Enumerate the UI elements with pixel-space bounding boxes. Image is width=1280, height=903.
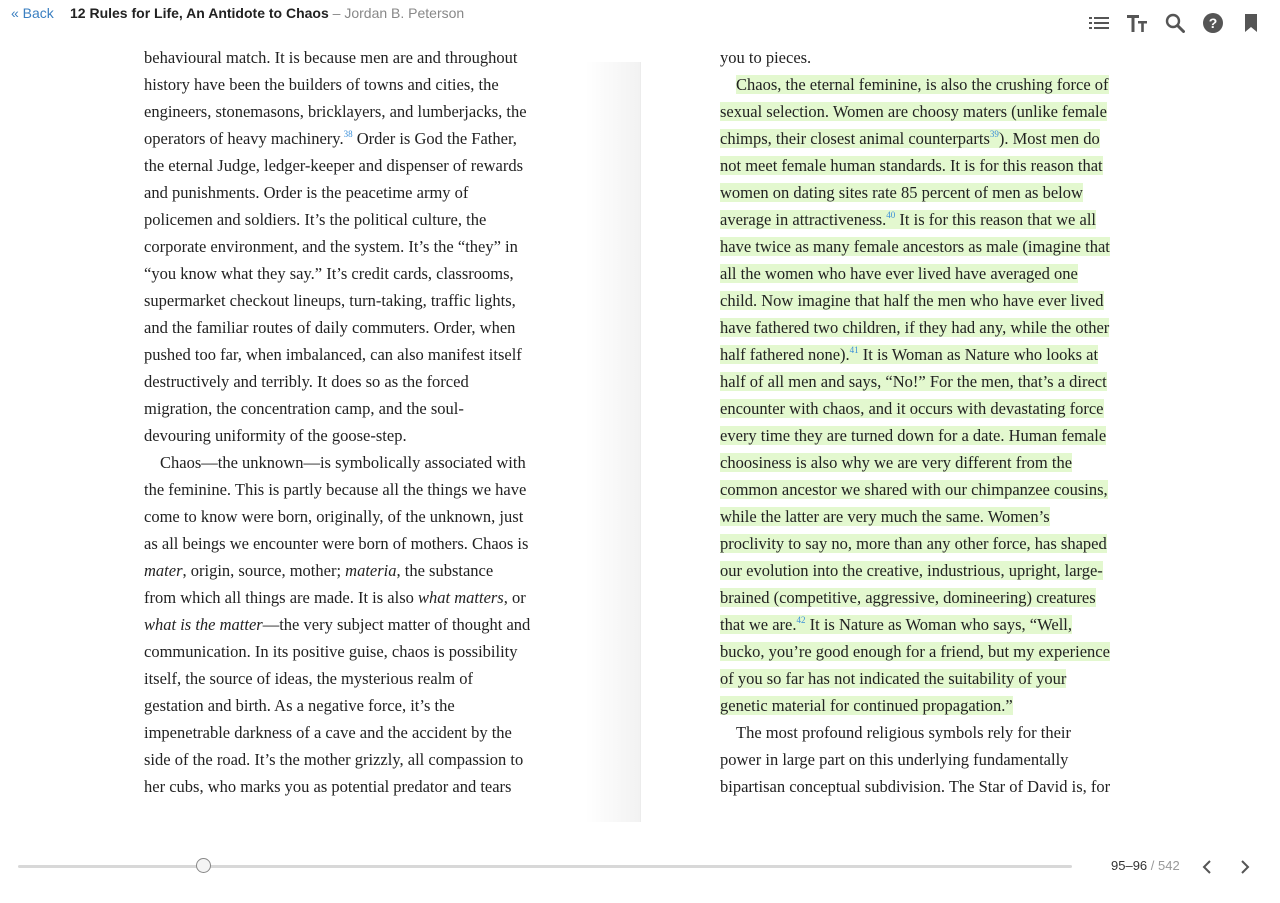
text-line bbox=[144, 44, 564, 71]
text-segment: and punishments. Order is the peacetime army of bbox=[144, 183, 469, 202]
highlighted-text bbox=[720, 669, 1066, 688]
text-segment: It is Nature as Woman who says, “Well, bbox=[805, 615, 1072, 634]
page-total: / 542 bbox=[1147, 858, 1180, 873]
footnote-ref[interactable]: 42 bbox=[796, 614, 806, 625]
footnote-ref[interactable]: 41 bbox=[849, 344, 859, 355]
text-segment: chimps, their closest animal counterparts bbox=[720, 129, 990, 148]
italic-text: mater bbox=[144, 561, 183, 580]
font-size-icon bbox=[1126, 13, 1148, 33]
text-segment: policemen and soldiers. It’s the political culture, the bbox=[144, 210, 487, 229]
text-line bbox=[720, 260, 1140, 287]
text-segment: encounter with chaos, and it occurs with devastating force bbox=[720, 399, 1104, 418]
line-text bbox=[144, 399, 464, 418]
line-text bbox=[144, 480, 526, 499]
line-text bbox=[144, 291, 516, 310]
text-segment: It is for this reason that we all bbox=[895, 210, 1096, 229]
text-segment: come to know were born, originally, of the unknown, just bbox=[144, 507, 524, 526]
text-line bbox=[144, 611, 564, 638]
line-text bbox=[144, 723, 512, 742]
text-line bbox=[144, 692, 564, 719]
progress-slider-thumb[interactable] bbox=[196, 858, 211, 873]
text-segment: the eternal Judge, ledger-keeper and dispenser of rewards bbox=[144, 156, 524, 175]
line-text bbox=[144, 102, 527, 121]
line-text bbox=[144, 156, 523, 175]
text-segment: devouring uniformity of the goose-step. bbox=[144, 426, 407, 445]
search-button[interactable] bbox=[1162, 10, 1188, 36]
text-segment: child. Now imagine that half the men who have ever lived bbox=[720, 291, 1104, 310]
highlighted-text bbox=[720, 426, 1106, 445]
progress-slider-track[interactable] bbox=[18, 865, 1072, 868]
text-line bbox=[144, 638, 564, 665]
text-segment: communication. In its positive guise, chaos is possibility bbox=[144, 642, 518, 661]
highlighted-text bbox=[720, 399, 1104, 418]
text-segment: half of all men and says, “No!” For the men, that’s a direct bbox=[720, 372, 1107, 391]
text-segment: sexual selection. Women are choosy maters (unlike female bbox=[720, 102, 1107, 121]
text-line bbox=[720, 368, 1140, 395]
bookmark-button[interactable] bbox=[1238, 10, 1264, 36]
line-text bbox=[160, 453, 526, 472]
text-line bbox=[144, 125, 564, 152]
text-line bbox=[144, 746, 564, 773]
highlighted-text bbox=[720, 264, 1078, 283]
footnote-ref[interactable]: 40 bbox=[886, 209, 896, 220]
footnote-ref[interactable]: 39 bbox=[989, 128, 999, 139]
next-page-button[interactable] bbox=[1234, 856, 1256, 878]
text-line bbox=[720, 44, 1140, 71]
text-segment: , origin, source, mother; bbox=[182, 561, 346, 580]
line-text bbox=[144, 534, 528, 553]
text-segment: all the women who have ever lived have averaged one bbox=[720, 264, 1078, 283]
text-line bbox=[720, 773, 1140, 800]
highlighted-text bbox=[736, 75, 1109, 94]
text-segment: you to pieces. bbox=[720, 48, 812, 67]
text-line bbox=[144, 314, 564, 341]
highlighted-text bbox=[720, 588, 1096, 607]
italic-text: what matters bbox=[418, 588, 504, 607]
text-line bbox=[720, 476, 1140, 503]
text-line bbox=[720, 638, 1140, 665]
highlighted-text bbox=[720, 237, 1110, 256]
text-line bbox=[144, 395, 564, 422]
line-text bbox=[720, 777, 1110, 796]
text-line bbox=[144, 152, 564, 179]
text-segment: , the substance bbox=[396, 561, 494, 580]
text-segment: Chaos—the unknown—is symbolically associated with bbox=[160, 453, 526, 472]
line-text bbox=[144, 615, 530, 634]
line-text bbox=[144, 750, 523, 769]
text-segment: ). Most men do bbox=[998, 129, 1100, 148]
bookmark-icon bbox=[1243, 13, 1259, 33]
line-text bbox=[144, 210, 486, 229]
highlighted-text bbox=[720, 291, 1104, 310]
highlighted-text bbox=[720, 318, 1109, 337]
text-segment: Chaos, the eternal feminine, is also the crushing force of bbox=[736, 75, 1109, 94]
text-line bbox=[144, 71, 564, 98]
text-segment: the feminine. This is partly because all the things we have bbox=[144, 480, 527, 499]
text-segment: operators of heavy machinery. bbox=[144, 129, 344, 148]
highlighted-text bbox=[720, 696, 1013, 715]
text-segment: common ancestor we shared with our chimpanzee cousins, bbox=[720, 480, 1108, 499]
line-text bbox=[144, 426, 407, 445]
text-segment: —the very subject matter of thought and bbox=[262, 615, 531, 634]
font-size-button[interactable] bbox=[1124, 10, 1150, 36]
highlighted-text bbox=[720, 129, 1100, 148]
highlighted-text bbox=[720, 183, 1083, 202]
text-segment: while the latter are very much the same. Women’s bbox=[720, 507, 1050, 526]
text-segment: brained (competitive, aggressive, domineering) creatures bbox=[720, 588, 1096, 607]
text-line bbox=[144, 422, 564, 449]
text-segment: women on dating sites rate 85 percent of men as below bbox=[720, 183, 1083, 202]
chevron-right-icon bbox=[1239, 859, 1251, 875]
line-text bbox=[144, 318, 515, 337]
book-author: – Jordan B. Peterson bbox=[328, 5, 465, 21]
text-segment: average in attractiveness. bbox=[720, 210, 887, 229]
highlighted-text bbox=[720, 210, 1096, 229]
text-segment: bipartisan conceptual subdivision. The Star of David is, for bbox=[720, 777, 1111, 796]
text-line bbox=[144, 719, 564, 746]
text-segment: have twice as many female ancestors as male (imagine that bbox=[720, 237, 1110, 256]
text-line bbox=[144, 206, 564, 233]
highlighted-text bbox=[720, 372, 1107, 391]
text-segment: “you know what they say.” It’s credit cards, classrooms, bbox=[144, 264, 514, 283]
line-text bbox=[720, 750, 1068, 769]
text-line bbox=[720, 719, 1140, 746]
text-line bbox=[144, 557, 564, 584]
italic-text: what is the matter bbox=[144, 615, 263, 634]
text-line bbox=[720, 395, 1140, 422]
text-line bbox=[144, 341, 564, 368]
text-segment: corporate environment, and the system. It’s the “they” in bbox=[144, 237, 518, 256]
line-text bbox=[736, 723, 1071, 742]
text-segment: side of the road. It’s the mother grizzly, all compassion to bbox=[144, 750, 524, 769]
text-segment: half fathered none). bbox=[720, 345, 850, 364]
text-line bbox=[144, 368, 564, 395]
text-line bbox=[144, 179, 564, 206]
text-line bbox=[720, 287, 1140, 314]
highlighted-text bbox=[720, 345, 1098, 364]
line-text bbox=[144, 777, 511, 796]
text-line bbox=[144, 449, 564, 476]
text-segment: Order is God the Father, bbox=[352, 129, 517, 148]
text-segment: pushed too far, when imbalanced, can also manifest itself bbox=[144, 345, 522, 364]
text-segment: bucko, you’re good enough for a friend, but my experience bbox=[720, 642, 1110, 661]
page-indicator bbox=[1111, 858, 1180, 873]
highlighted-text bbox=[720, 561, 1103, 580]
highlighted-text bbox=[720, 534, 1107, 553]
text-segment: our evolution into the creative, industrious, upright, large- bbox=[720, 561, 1103, 580]
text-segment: of you so far has not indicated the suitability of your bbox=[720, 669, 1067, 688]
line-text bbox=[144, 48, 517, 67]
text-line bbox=[144, 98, 564, 125]
text-line bbox=[720, 692, 1140, 719]
text-segment: , or bbox=[503, 588, 526, 607]
text-segment: as all beings we encounter were born of mothers. Chaos is bbox=[144, 534, 529, 553]
text-line bbox=[144, 665, 564, 692]
text-line bbox=[144, 260, 564, 287]
text-line bbox=[720, 584, 1140, 611]
text-line bbox=[720, 665, 1140, 692]
text-segment: history have been the builders of towns and cities, the bbox=[144, 75, 499, 94]
text-segment: engineers, stonemasons, bricklayers, and lumberjacks, the bbox=[144, 102, 527, 121]
line-text bbox=[144, 372, 469, 391]
text-segment: have fathered two children, if they had any, while the other bbox=[720, 318, 1110, 337]
text-line bbox=[720, 179, 1140, 206]
text-segment: behavioural match. It is because men are and throughout bbox=[144, 48, 518, 67]
line-text bbox=[144, 129, 517, 148]
book-title-bar bbox=[70, 5, 464, 21]
search-icon bbox=[1165, 13, 1185, 33]
chevron-left-icon bbox=[1201, 859, 1213, 875]
highlighted-text bbox=[720, 480, 1108, 499]
text-segment: itself, the source of ideas, the mysterious realm of bbox=[144, 669, 473, 688]
right-page bbox=[720, 44, 1140, 800]
text-line bbox=[720, 557, 1140, 584]
page-range: 95–96 bbox=[1111, 858, 1148, 873]
svg-text:?: ? bbox=[1208, 15, 1218, 31]
book-title: 12 Rules for Life, An Antidote to Chaos bbox=[70, 5, 329, 21]
text-line bbox=[720, 746, 1140, 773]
highlighted-text bbox=[720, 615, 1072, 634]
text-line bbox=[720, 71, 1140, 98]
text-line bbox=[144, 584, 564, 611]
line-text bbox=[144, 669, 473, 688]
text-segment: migration, the concentration camp, and the soul- bbox=[144, 399, 464, 418]
line-text bbox=[144, 588, 526, 607]
text-line bbox=[720, 206, 1140, 233]
text-line bbox=[144, 233, 564, 260]
text-line bbox=[144, 530, 564, 557]
text-line bbox=[720, 233, 1140, 260]
text-line bbox=[720, 98, 1140, 125]
back-link[interactable]: « Back bbox=[11, 5, 54, 21]
text-line bbox=[720, 341, 1140, 368]
text-segment: The most profound religious symbols rely for their bbox=[736, 723, 1071, 742]
footnote-ref[interactable]: 38 bbox=[343, 128, 353, 139]
text-line bbox=[144, 773, 564, 800]
text-segment: power in large part on this underlying fundamentally bbox=[720, 750, 1069, 769]
italic-text: materia bbox=[345, 561, 397, 580]
text-segment: choosiness is also why we are very different from the bbox=[720, 453, 1073, 472]
text-line bbox=[720, 152, 1140, 179]
page-gutter-shadow bbox=[585, 62, 641, 822]
text-segment: and the familiar routes of daily commuters. Order, when bbox=[144, 318, 516, 337]
line-text bbox=[144, 183, 468, 202]
text-segment: genetic material for continued propagation.” bbox=[720, 696, 1013, 715]
help-button[interactable] bbox=[1200, 10, 1226, 36]
text-segment: impenetrable darkness of a cave and the accident by the bbox=[144, 723, 512, 742]
highlighted-text bbox=[720, 453, 1072, 472]
text-line bbox=[720, 611, 1140, 638]
line-text bbox=[720, 48, 811, 67]
text-line bbox=[720, 422, 1140, 449]
text-line bbox=[144, 476, 564, 503]
text-line bbox=[720, 125, 1140, 152]
toc-icon bbox=[1088, 14, 1110, 32]
text-line bbox=[720, 314, 1140, 341]
line-text bbox=[144, 75, 499, 94]
line-text bbox=[144, 264, 514, 283]
prev-page-button[interactable] bbox=[1196, 856, 1218, 878]
highlighted-text bbox=[720, 507, 1050, 526]
highlighted-text bbox=[720, 102, 1107, 121]
text-segment: from which all things are made. It is also bbox=[144, 588, 419, 607]
text-line bbox=[720, 530, 1140, 557]
text-segment: that we are. bbox=[720, 615, 797, 634]
text-segment: destructively and terribly. It does so as the forced bbox=[144, 372, 469, 391]
text-segment: every time they are turned down for a date. Human female bbox=[720, 426, 1107, 445]
left-page bbox=[144, 44, 564, 800]
line-text bbox=[144, 696, 455, 715]
line-text bbox=[144, 345, 522, 364]
text-line bbox=[720, 503, 1140, 530]
text-segment: proclivity to say no, more than any other force, has shaped bbox=[720, 534, 1107, 553]
text-segment: It is Woman as Nature who looks at bbox=[858, 345, 1099, 364]
text-segment: gestation and birth. As a negative force, it’s the bbox=[144, 696, 455, 715]
help-icon bbox=[1202, 12, 1224, 34]
text-segment: supermarket checkout lineups, turn-taking, traffic lights, bbox=[144, 291, 516, 310]
text-segment: not meet female human standards. It is for this reason that bbox=[720, 156, 1103, 175]
toc-button[interactable] bbox=[1086, 10, 1112, 36]
top-bar bbox=[0, 0, 1280, 40]
text-line bbox=[144, 287, 564, 314]
line-text bbox=[144, 642, 518, 661]
highlighted-text bbox=[720, 156, 1103, 175]
text-segment: her cubs, who marks you as potential predator and tears bbox=[144, 777, 512, 796]
highlighted-text bbox=[720, 642, 1110, 661]
line-text bbox=[144, 561, 493, 580]
text-line bbox=[720, 449, 1140, 476]
text-line bbox=[144, 503, 564, 530]
line-text bbox=[144, 507, 523, 526]
line-text bbox=[144, 237, 518, 256]
